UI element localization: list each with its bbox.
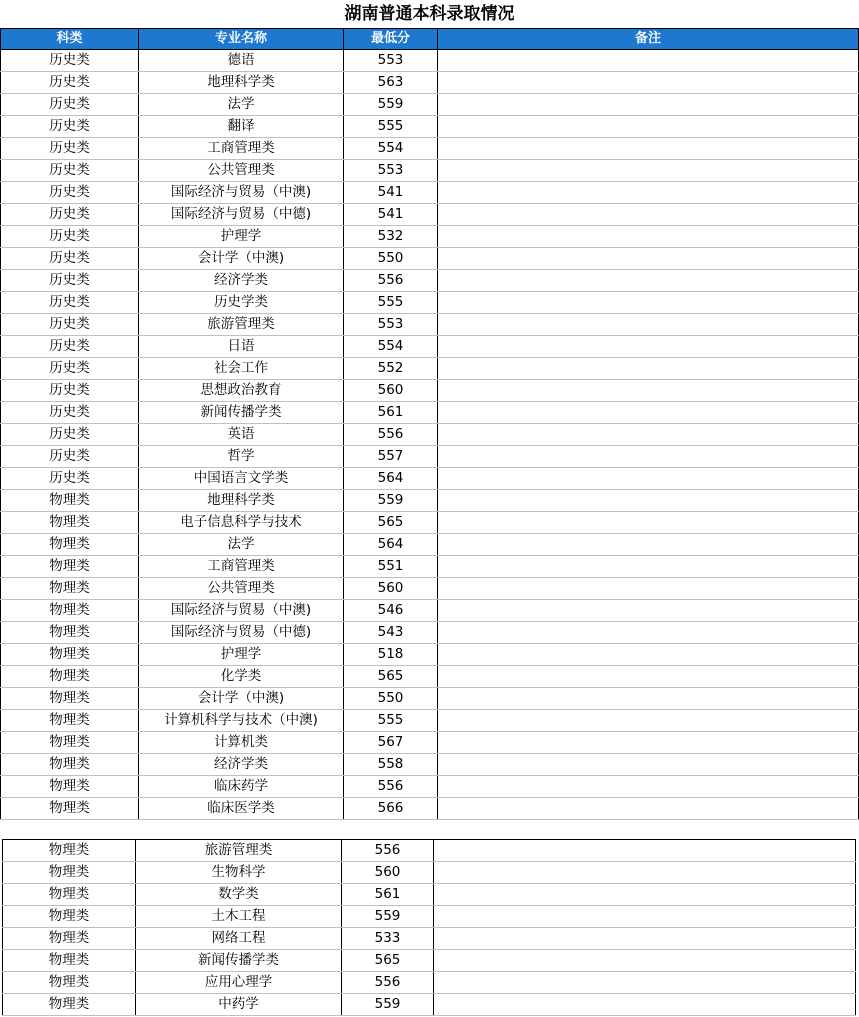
category-cell: 物理类 [3,950,136,972]
major-cell: 临床药学 [139,776,344,798]
note-cell [438,468,859,490]
min-score-cell: 541 [344,182,438,204]
note-cell [438,336,859,358]
table-row [3,928,856,950]
header-major: 专业名称 [139,29,344,50]
min-score-cell: 543 [344,622,438,644]
major-cell: 法学 [139,534,344,556]
major-cell: 经济学类 [139,270,344,292]
table-row [1,182,859,204]
category-cell: 物理类 [3,928,136,950]
category-cell: 历史类 [1,336,139,358]
table-row [1,138,859,160]
min-score-cell: 559 [342,906,434,928]
note-cell [438,116,859,138]
category-cell: 物理类 [1,578,139,600]
min-score-cell: 556 [344,424,438,446]
major-cell: 地理科学类 [139,72,344,94]
note-cell [438,446,859,468]
major-cell: 工商管理类 [139,138,344,160]
note-cell [434,950,856,972]
major-cell: 地理科学类 [139,490,344,512]
table-row [1,512,859,534]
min-score-cell: 541 [344,204,438,226]
note-cell [438,160,859,182]
note-cell [438,50,859,72]
category-cell: 物理类 [1,512,139,534]
min-score-cell: 561 [342,884,434,906]
major-cell: 生物科学 [136,862,342,884]
category-cell: 历史类 [1,94,139,116]
note-cell [434,994,856,1016]
category-cell: 历史类 [1,160,139,182]
table-row [1,50,859,72]
category-cell: 物理类 [1,556,139,578]
major-cell: 国际经济与贸易（中澳) [139,600,344,622]
header-note: 备注 [438,29,859,50]
min-score-cell: 560 [344,578,438,600]
note-cell [434,972,856,994]
table-row [1,600,859,622]
category-cell: 历史类 [1,468,139,490]
note-cell [434,928,856,950]
category-cell: 历史类 [1,292,139,314]
category-cell: 历史类 [1,116,139,138]
category-cell: 物理类 [1,490,139,512]
min-score-cell: 555 [344,116,438,138]
table-row [1,94,859,116]
major-cell: 国际经济与贸易（中澳) [139,182,344,204]
category-cell: 物理类 [1,732,139,754]
major-cell: 计算机类 [139,732,344,754]
major-cell: 新闻传播学类 [136,950,342,972]
min-score-cell: 546 [344,600,438,622]
min-score-cell: 556 [344,776,438,798]
table-row [1,578,859,600]
category-cell: 历史类 [1,270,139,292]
category-cell: 物理类 [1,688,139,710]
table-row [1,534,859,556]
major-cell: 英语 [139,424,344,446]
major-cell: 应用心理学 [136,972,342,994]
table-row [1,116,859,138]
page-title: 湖南普通本科录取情况 [344,4,515,24]
major-cell: 护理学 [139,644,344,666]
category-cell: 物理类 [1,798,139,820]
category-cell: 历史类 [1,402,139,424]
min-score-cell: 553 [344,314,438,336]
major-cell: 翻译 [139,116,344,138]
table-row [1,754,859,776]
min-score-cell: 558 [344,754,438,776]
major-cell: 历史学类 [139,292,344,314]
min-score-cell: 554 [344,336,438,358]
table-header-row [1,29,859,50]
note-cell [438,204,859,226]
major-cell: 旅游管理类 [139,314,344,336]
note-cell [438,666,859,688]
category-cell: 物理类 [1,534,139,556]
note-cell [434,884,856,906]
note-cell [438,380,859,402]
min-score-cell: 557 [344,446,438,468]
major-cell: 公共管理类 [139,160,344,182]
min-score-cell: 567 [344,732,438,754]
table-row [1,732,859,754]
min-score-cell: 550 [344,248,438,270]
category-cell: 历史类 [1,226,139,248]
min-score-cell: 551 [344,556,438,578]
note-cell [438,402,859,424]
note-cell [438,578,859,600]
min-score-cell: 565 [344,666,438,688]
table-row [1,798,859,820]
table-row [1,358,859,380]
min-score-cell: 560 [344,380,438,402]
min-score-cell: 565 [342,950,434,972]
table-row [3,994,856,1016]
table-row [1,776,859,798]
note-cell [438,644,859,666]
note-cell [438,248,859,270]
min-score-cell: 564 [344,534,438,556]
table-row [1,160,859,182]
min-score-cell: 553 [344,160,438,182]
major-cell: 哲学 [139,446,344,468]
table-row [1,666,859,688]
category-cell: 物理类 [1,666,139,688]
note-cell [438,622,859,644]
table-row [3,840,856,862]
note-cell [438,556,859,578]
major-cell: 计算机科学与技术（中澳) [139,710,344,732]
table-row [1,314,859,336]
category-cell: 历史类 [1,446,139,468]
category-cell: 历史类 [1,248,139,270]
major-cell: 护理学 [139,226,344,248]
major-cell: 数学类 [136,884,342,906]
min-score-cell: 565 [344,512,438,534]
table-row [1,248,859,270]
min-score-cell: 559 [344,94,438,116]
note-cell [438,94,859,116]
table-row [3,862,856,884]
major-cell: 国际经济与贸易（中德) [139,622,344,644]
table-row [3,906,856,928]
category-cell: 物理类 [1,776,139,798]
min-score-cell: 564 [344,468,438,490]
category-cell: 历史类 [1,138,139,160]
table-row [1,424,859,446]
min-score-cell: 518 [344,644,438,666]
header-min-score: 最低分 [344,29,438,50]
major-cell: 会计学（中澳) [139,688,344,710]
category-cell: 物理类 [1,710,139,732]
table-row [1,688,859,710]
min-score-cell: 563 [344,72,438,94]
table-row [1,490,859,512]
min-score-cell: 555 [344,710,438,732]
note-cell [438,688,859,710]
major-cell: 公共管理类 [139,578,344,600]
note-cell [438,776,859,798]
major-cell: 中药学 [136,994,342,1016]
note-cell [434,840,856,862]
category-cell: 历史类 [1,50,139,72]
major-cell: 网络工程 [136,928,342,950]
category-cell: 物理类 [1,644,139,666]
major-cell: 会计学（中澳) [139,248,344,270]
category-cell: 历史类 [1,182,139,204]
note-cell [438,798,859,820]
min-score-cell: 556 [342,840,434,862]
category-cell: 物理类 [3,884,136,906]
category-cell: 物理类 [1,622,139,644]
table-row [1,556,859,578]
table-row [1,336,859,358]
major-cell: 临床医学类 [139,798,344,820]
major-cell: 土木工程 [136,906,342,928]
min-score-cell: 553 [344,50,438,72]
major-cell: 中国语言文学类 [139,468,344,490]
category-cell: 历史类 [1,314,139,336]
table-row [3,972,856,994]
category-cell: 历史类 [1,204,139,226]
table-row [1,446,859,468]
major-cell: 旅游管理类 [136,840,342,862]
category-cell: 物理类 [1,754,139,776]
note-cell [438,710,859,732]
table-row [1,468,859,490]
category-cell: 物理类 [3,994,136,1016]
header-category: 科类 [1,29,139,50]
major-cell: 法学 [139,94,344,116]
category-cell: 物理类 [3,862,136,884]
note-cell [434,906,856,928]
note-cell [438,292,859,314]
table-row [1,710,859,732]
category-cell: 历史类 [1,424,139,446]
note-cell [438,182,859,204]
min-score-cell: 556 [344,270,438,292]
table-row [1,270,859,292]
major-cell: 日语 [139,336,344,358]
min-score-cell: 550 [344,688,438,710]
category-cell: 物理类 [3,972,136,994]
note-cell [438,534,859,556]
category-cell: 历史类 [1,380,139,402]
major-cell: 国际经济与贸易（中德) [139,204,344,226]
table-row [1,622,859,644]
major-cell: 电子信息科学与技术 [139,512,344,534]
note-cell [434,862,856,884]
table-row [1,402,859,424]
note-cell [438,270,859,292]
note-cell [438,600,859,622]
min-score-cell: 554 [344,138,438,160]
admission-table-part-2 [2,839,856,1016]
min-score-cell: 559 [344,490,438,512]
table-row [1,226,859,248]
table-row [1,292,859,314]
min-score-cell: 566 [344,798,438,820]
min-score-cell: 533 [342,928,434,950]
note-cell [438,490,859,512]
note-cell [438,358,859,380]
min-score-cell: 561 [344,402,438,424]
note-cell [438,512,859,534]
note-cell [438,72,859,94]
admission-table-part-1 [0,28,859,820]
note-cell [438,314,859,336]
table-row [1,204,859,226]
major-cell: 工商管理类 [139,556,344,578]
major-cell: 化学类 [139,666,344,688]
major-cell: 德语 [139,50,344,72]
major-cell: 经济学类 [139,754,344,776]
note-cell [438,732,859,754]
table-row [1,644,859,666]
category-cell: 物理类 [3,906,136,928]
major-cell: 社会工作 [139,358,344,380]
category-cell: 物理类 [1,600,139,622]
note-cell [438,754,859,776]
major-cell: 思想政治教育 [139,380,344,402]
table-row [3,884,856,906]
category-cell: 历史类 [1,72,139,94]
note-cell [438,424,859,446]
min-score-cell: 552 [344,358,438,380]
category-cell: 物理类 [3,840,136,862]
category-cell: 历史类 [1,358,139,380]
min-score-cell: 532 [344,226,438,248]
table-row [3,950,856,972]
table-row [1,72,859,94]
min-score-cell: 555 [344,292,438,314]
note-cell [438,138,859,160]
min-score-cell: 559 [342,994,434,1016]
note-cell [438,226,859,248]
major-cell: 新闻传播学类 [139,402,344,424]
min-score-cell: 560 [342,862,434,884]
min-score-cell: 556 [342,972,434,994]
table-row [1,380,859,402]
